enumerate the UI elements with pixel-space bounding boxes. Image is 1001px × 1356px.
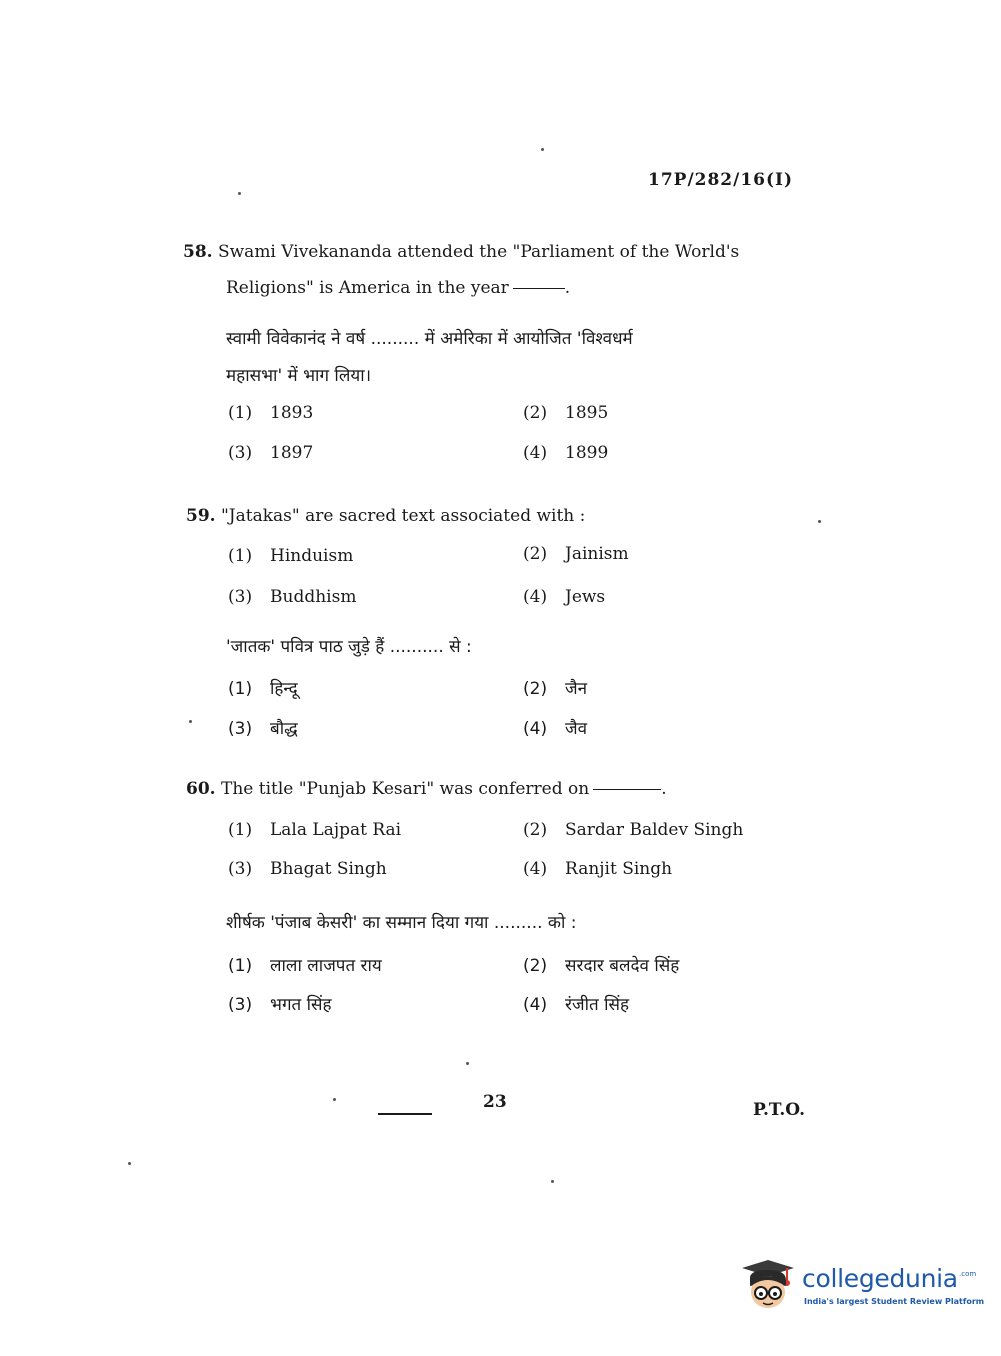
option: (2) Sardar Baldev Singh [523, 820, 744, 840]
option: (2) 1895 [523, 403, 609, 423]
option: (1) हिन्दू [228, 679, 298, 699]
collegedunia-logo [742, 1256, 985, 1316]
logo-tagline: India's largest Student Review Platform [804, 1297, 985, 1306]
scan-speck [818, 520, 821, 523]
option: (1) Lala Lajpat Rai [228, 820, 402, 840]
question-number: 58. [183, 242, 213, 262]
paper-code: 17P/282/16(I) [648, 170, 794, 190]
option: (3) बौद्ध [228, 719, 298, 739]
scan-speck [551, 1180, 554, 1183]
option: (3) Bhagat Singh [228, 859, 387, 879]
option: (1) लाला लाजपत राय [228, 956, 382, 976]
question-number: 60. [186, 779, 216, 799]
option: (4) Jews [523, 587, 606, 607]
question-text: Religions" is America in the year [226, 278, 509, 298]
option: (3) Buddhism [228, 587, 357, 607]
scan-speck [466, 1062, 469, 1065]
option: (3) भगत सिंह [228, 995, 332, 1015]
option: (1) 1893 [228, 403, 314, 423]
pto-label: P.T.O. [753, 1100, 805, 1120]
answer-blank [513, 288, 565, 289]
option: (3) 1897 [228, 443, 314, 463]
question-58-text-line2: Religions" is America in the year . [226, 278, 571, 298]
option: (4) जैव [523, 719, 588, 739]
scan-speck [189, 720, 192, 723]
question-text: The title "Punjab Kesari" was conferred on [220, 779, 590, 799]
question-59-text [186, 506, 585, 526]
option: (2) सरदार बलदेव सिंह [523, 956, 680, 976]
logo-dotcom: .com [959, 1270, 977, 1278]
scan-speck [541, 148, 544, 151]
question-58-hindi-line2: महासभा' में भाग लिया। [226, 366, 372, 386]
option: (1) Hinduism [228, 546, 354, 566]
question-60-text: 60. The title "Punjab Kesari" was conferred on . [186, 779, 667, 799]
logo-wordmark: collegedunia [802, 1264, 958, 1293]
option: (2) Jainism [523, 544, 629, 564]
option: (2) जैन [523, 679, 588, 699]
option: (4) रंजीत सिंह [523, 995, 629, 1015]
question-text: Swami Vivekananda attended the "Parliament of the World's [217, 242, 740, 262]
scan-speck [128, 1162, 131, 1165]
option: (4) Ranjit Singh [523, 859, 673, 879]
scan-speck [333, 1098, 336, 1101]
answer-blank [593, 789, 661, 790]
question-text: "Jatakas" are sacred text associated with : [220, 506, 586, 526]
scan-dash-mark [378, 1113, 432, 1115]
question-59-hindi: 'जातक' पवित्र पाठ जुड़े हैं .......... से : [226, 637, 472, 657]
option: (4) 1899 [523, 443, 609, 463]
question-60-hindi: शीर्षक 'पंजाब केसरी' का सम्मान दिया गया ......... को : [226, 913, 577, 933]
scan-speck [238, 192, 241, 195]
student-mascot-icon [742, 1256, 800, 1314]
question-number: 59. [186, 506, 216, 526]
question-58-text-line1 [183, 242, 739, 262]
page-number: 23 [483, 1092, 507, 1112]
question-58-hindi-line1: स्वामी विवेकानंद ने वर्ष ......... में अमेरिका में आयोजित 'विश्वधर्म [226, 329, 633, 349]
